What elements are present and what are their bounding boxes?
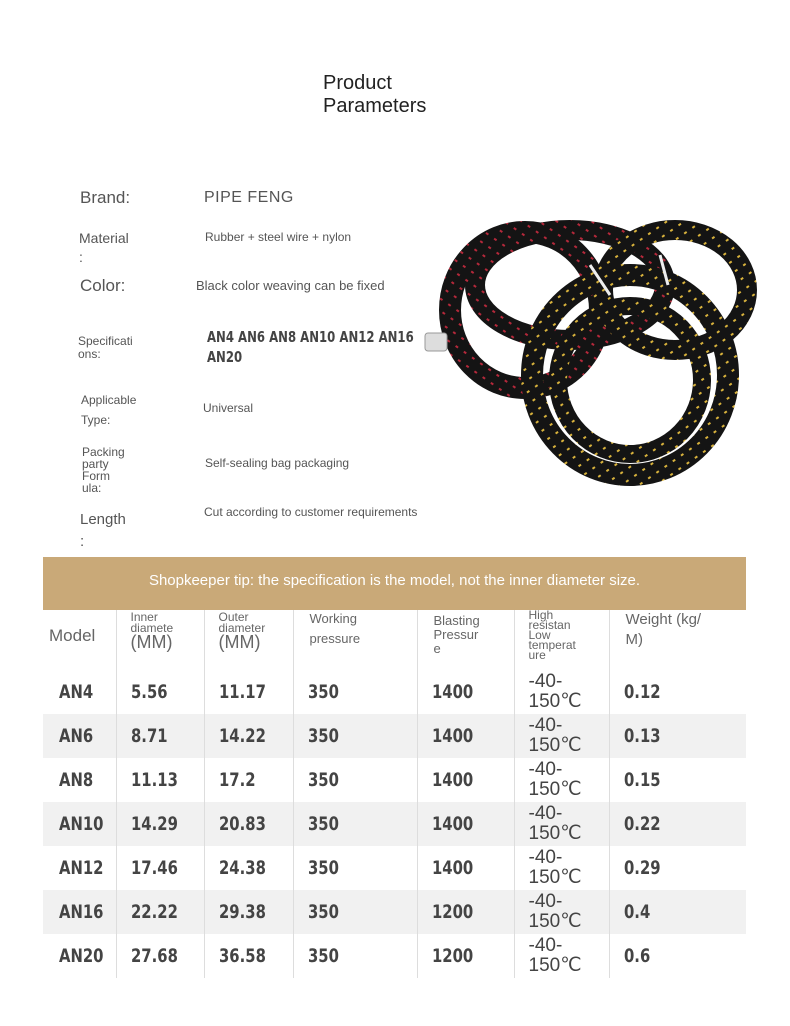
header-working-pressure: Working pressure <box>293 610 417 670</box>
material-value: Rubber + steel wire + nylon <box>205 230 352 244</box>
header-blasting-pressure: Blasting Pressur e <box>417 610 514 670</box>
header-inner-label: Inner diamete <box>130 610 174 635</box>
cell-weight: 0.12 <box>623 681 661 703</box>
cell-weight: 0.22 <box>609 802 746 846</box>
header-outer-label: Outer diameter <box>218 610 266 635</box>
table-row <box>43 846 746 890</box>
cell-working: 350 <box>293 846 417 890</box>
header-model: Model <box>43 610 116 670</box>
cell-blasting: 1400 <box>417 846 514 890</box>
header-outer-unit: (MM) <box>218 632 261 652</box>
cell-temp: -40- 150℃ <box>514 846 609 890</box>
cell-outer: 24.38 <box>204 846 293 890</box>
cell-inner: 5.56 <box>116 670 204 714</box>
cell-model: AN8 <box>43 758 116 802</box>
cell-outer: 20.83 <box>204 802 293 846</box>
shopkeeper-tip-banner: Shopkeeper tip: the specification is the model, not the inner diameter size. <box>43 557 746 610</box>
cell-model: AN6 <box>43 714 116 758</box>
table-row <box>43 890 746 934</box>
header-inner-diameter <box>116 610 204 670</box>
cell-temp: -40- 150℃ <box>514 802 609 846</box>
cell-weight: 0.6 <box>623 945 650 967</box>
cell-inner: 8.71 <box>116 714 204 758</box>
specifications-label: Specificati ons: <box>78 334 133 361</box>
cell-outer: 36.58 <box>204 934 293 978</box>
cell-inner: 27.68 <box>116 934 204 978</box>
cell-weight: 0.13 <box>609 714 746 758</box>
cell-working: 350 <box>293 934 417 978</box>
cell-weight: 0.29 <box>623 857 661 879</box>
cell-working: 350 <box>293 714 417 758</box>
cell-model: AN12 <box>43 846 116 890</box>
color-label: Color: <box>80 276 126 295</box>
cell-outer: 17.2 <box>204 758 293 802</box>
material-label: Material : <box>79 230 129 265</box>
cell-temp: -40- 150℃ <box>514 934 609 978</box>
cell-weight: 0.4 <box>609 890 746 934</box>
applicable-type-value: Universal <box>203 401 254 415</box>
cell-blasting: 1400 <box>417 758 514 802</box>
brand-value: PIPE FENG <box>204 189 294 206</box>
cell-outer: 29.38 <box>204 890 293 934</box>
table-row <box>43 934 746 978</box>
cell-inner: 22.22 <box>116 890 204 934</box>
header-weight: Weight (kg/ M) <box>625 611 702 648</box>
table-row <box>43 802 746 846</box>
cell-model: AN16 <box>43 890 116 934</box>
cell-model: AN20 <box>43 934 116 978</box>
braided-hose-coil-image <box>420 205 765 505</box>
cell-outer: 14.22 <box>204 714 293 758</box>
header-outer-diameter <box>204 610 293 670</box>
cell-working: 350 <box>293 670 417 714</box>
cell-blasting: 1200 <box>417 890 514 934</box>
cell-blasting: 1400 <box>417 670 514 714</box>
cell-temp: -40- 150℃ <box>514 890 609 934</box>
parameters-table <box>43 610 746 978</box>
cell-working: 350 <box>293 890 417 934</box>
cell-model: AN4 <box>43 670 116 714</box>
cell-blasting: 1400 <box>417 802 514 846</box>
cell-blasting: 1200 <box>417 934 514 978</box>
table-header-row <box>43 610 746 670</box>
packing-value: Self-sealing bag packaging <box>205 456 350 470</box>
cell-temp: -40- 150℃ <box>514 714 609 758</box>
length-label: Length : <box>80 511 126 550</box>
cell-working: 350 <box>293 758 417 802</box>
color-value: Black color weaving can be fixed <box>196 278 385 293</box>
cell-inner: 17.46 <box>116 846 204 890</box>
table-row <box>43 670 746 714</box>
specifications-value: AN4 AN6 AN8 AN10 AN12 AN16 AN20 <box>207 328 414 366</box>
cell-outer: 11.17 <box>204 670 293 714</box>
cell-temp: -40- 150℃ <box>514 758 609 802</box>
length-value: Cut according to customer requirements <box>204 505 418 519</box>
cell-model: AN10 <box>43 802 116 846</box>
cell-inner: 14.29 <box>116 802 204 846</box>
cell-temp: -40- 150℃ <box>514 670 609 714</box>
packing-label: Packing party Form ula: <box>82 445 125 495</box>
cell-inner: 11.13 <box>116 758 204 802</box>
table-row <box>43 758 746 802</box>
cell-weight: 0.15 <box>623 769 661 791</box>
cell-blasting: 1400 <box>417 714 514 758</box>
applicable-type-label: Applicable Type: <box>81 393 137 427</box>
header-inner-unit: (MM) <box>130 632 173 652</box>
brand-label: Brand: <box>80 188 131 207</box>
header-temperature: High resistan Low temperat ure <box>514 610 609 670</box>
cell-working: 350 <box>293 802 417 846</box>
page-title: Product Parameters <box>323 72 427 117</box>
table-row <box>43 714 746 758</box>
